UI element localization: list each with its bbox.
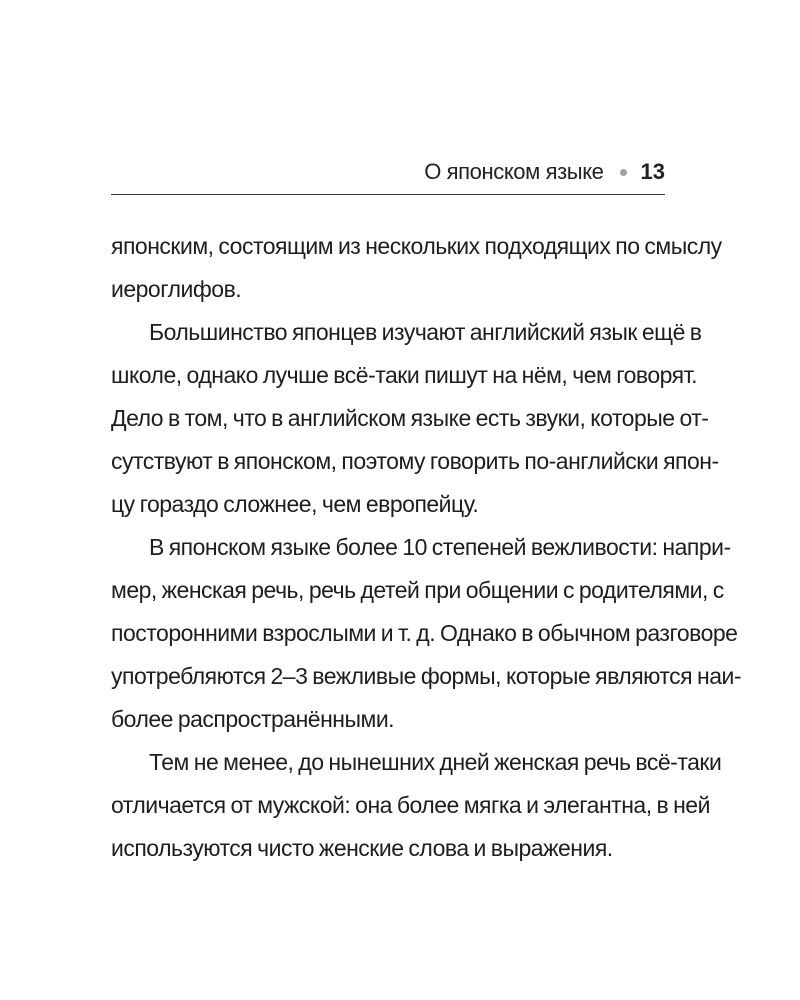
text-line: Дело в том, что в английском языке есть звуки, которые от- xyxy=(111,405,709,431)
body-text xyxy=(111,225,742,870)
text-line: более распространёнными. xyxy=(111,706,395,732)
text-line: отличается от мужской: она более мягка и элегантна, в ней xyxy=(111,792,710,818)
text-line: сутствуют в японском, поэтому говорить по-английски япон- xyxy=(111,448,719,474)
paragraph xyxy=(111,526,742,741)
bullet-separator-icon xyxy=(620,169,627,176)
text-line: школе, однако лучше всё-таки пишут на нём, чем говорят. xyxy=(111,362,697,388)
text-line: Большинство японцев изучают английский язык ещё в xyxy=(149,319,702,345)
book-page xyxy=(111,150,742,870)
text-line: посторонними взрослыми и т. д. Однако в обычном разговоре xyxy=(111,620,738,646)
paragraph xyxy=(111,225,722,311)
page-number: 13 xyxy=(640,159,665,184)
paragraph xyxy=(111,311,719,526)
text-line: используются чисто женские слова и выражения. xyxy=(111,835,613,861)
text-line: Тем не менее, до нынешних дней женская речь всё-таки xyxy=(149,749,722,775)
text-line: японским, состоящим из нескольких подходящих по смыслу xyxy=(111,233,722,259)
text-line: В японском языке более 10 степеней вежливости: напри- xyxy=(149,534,731,560)
chapter-title: О японском языке xyxy=(424,159,604,184)
running-header xyxy=(111,150,665,195)
text-line: употребляются 2–3 вежливые формы, которые являются наи- xyxy=(111,663,742,689)
text-line: иероглифов. xyxy=(111,276,242,302)
paragraph xyxy=(111,741,722,870)
text-line: цу гораздо сложнее, чем европейцу. xyxy=(111,491,479,517)
text-line: мер, женская речь, речь детей при общении с родителями, с xyxy=(111,577,724,603)
